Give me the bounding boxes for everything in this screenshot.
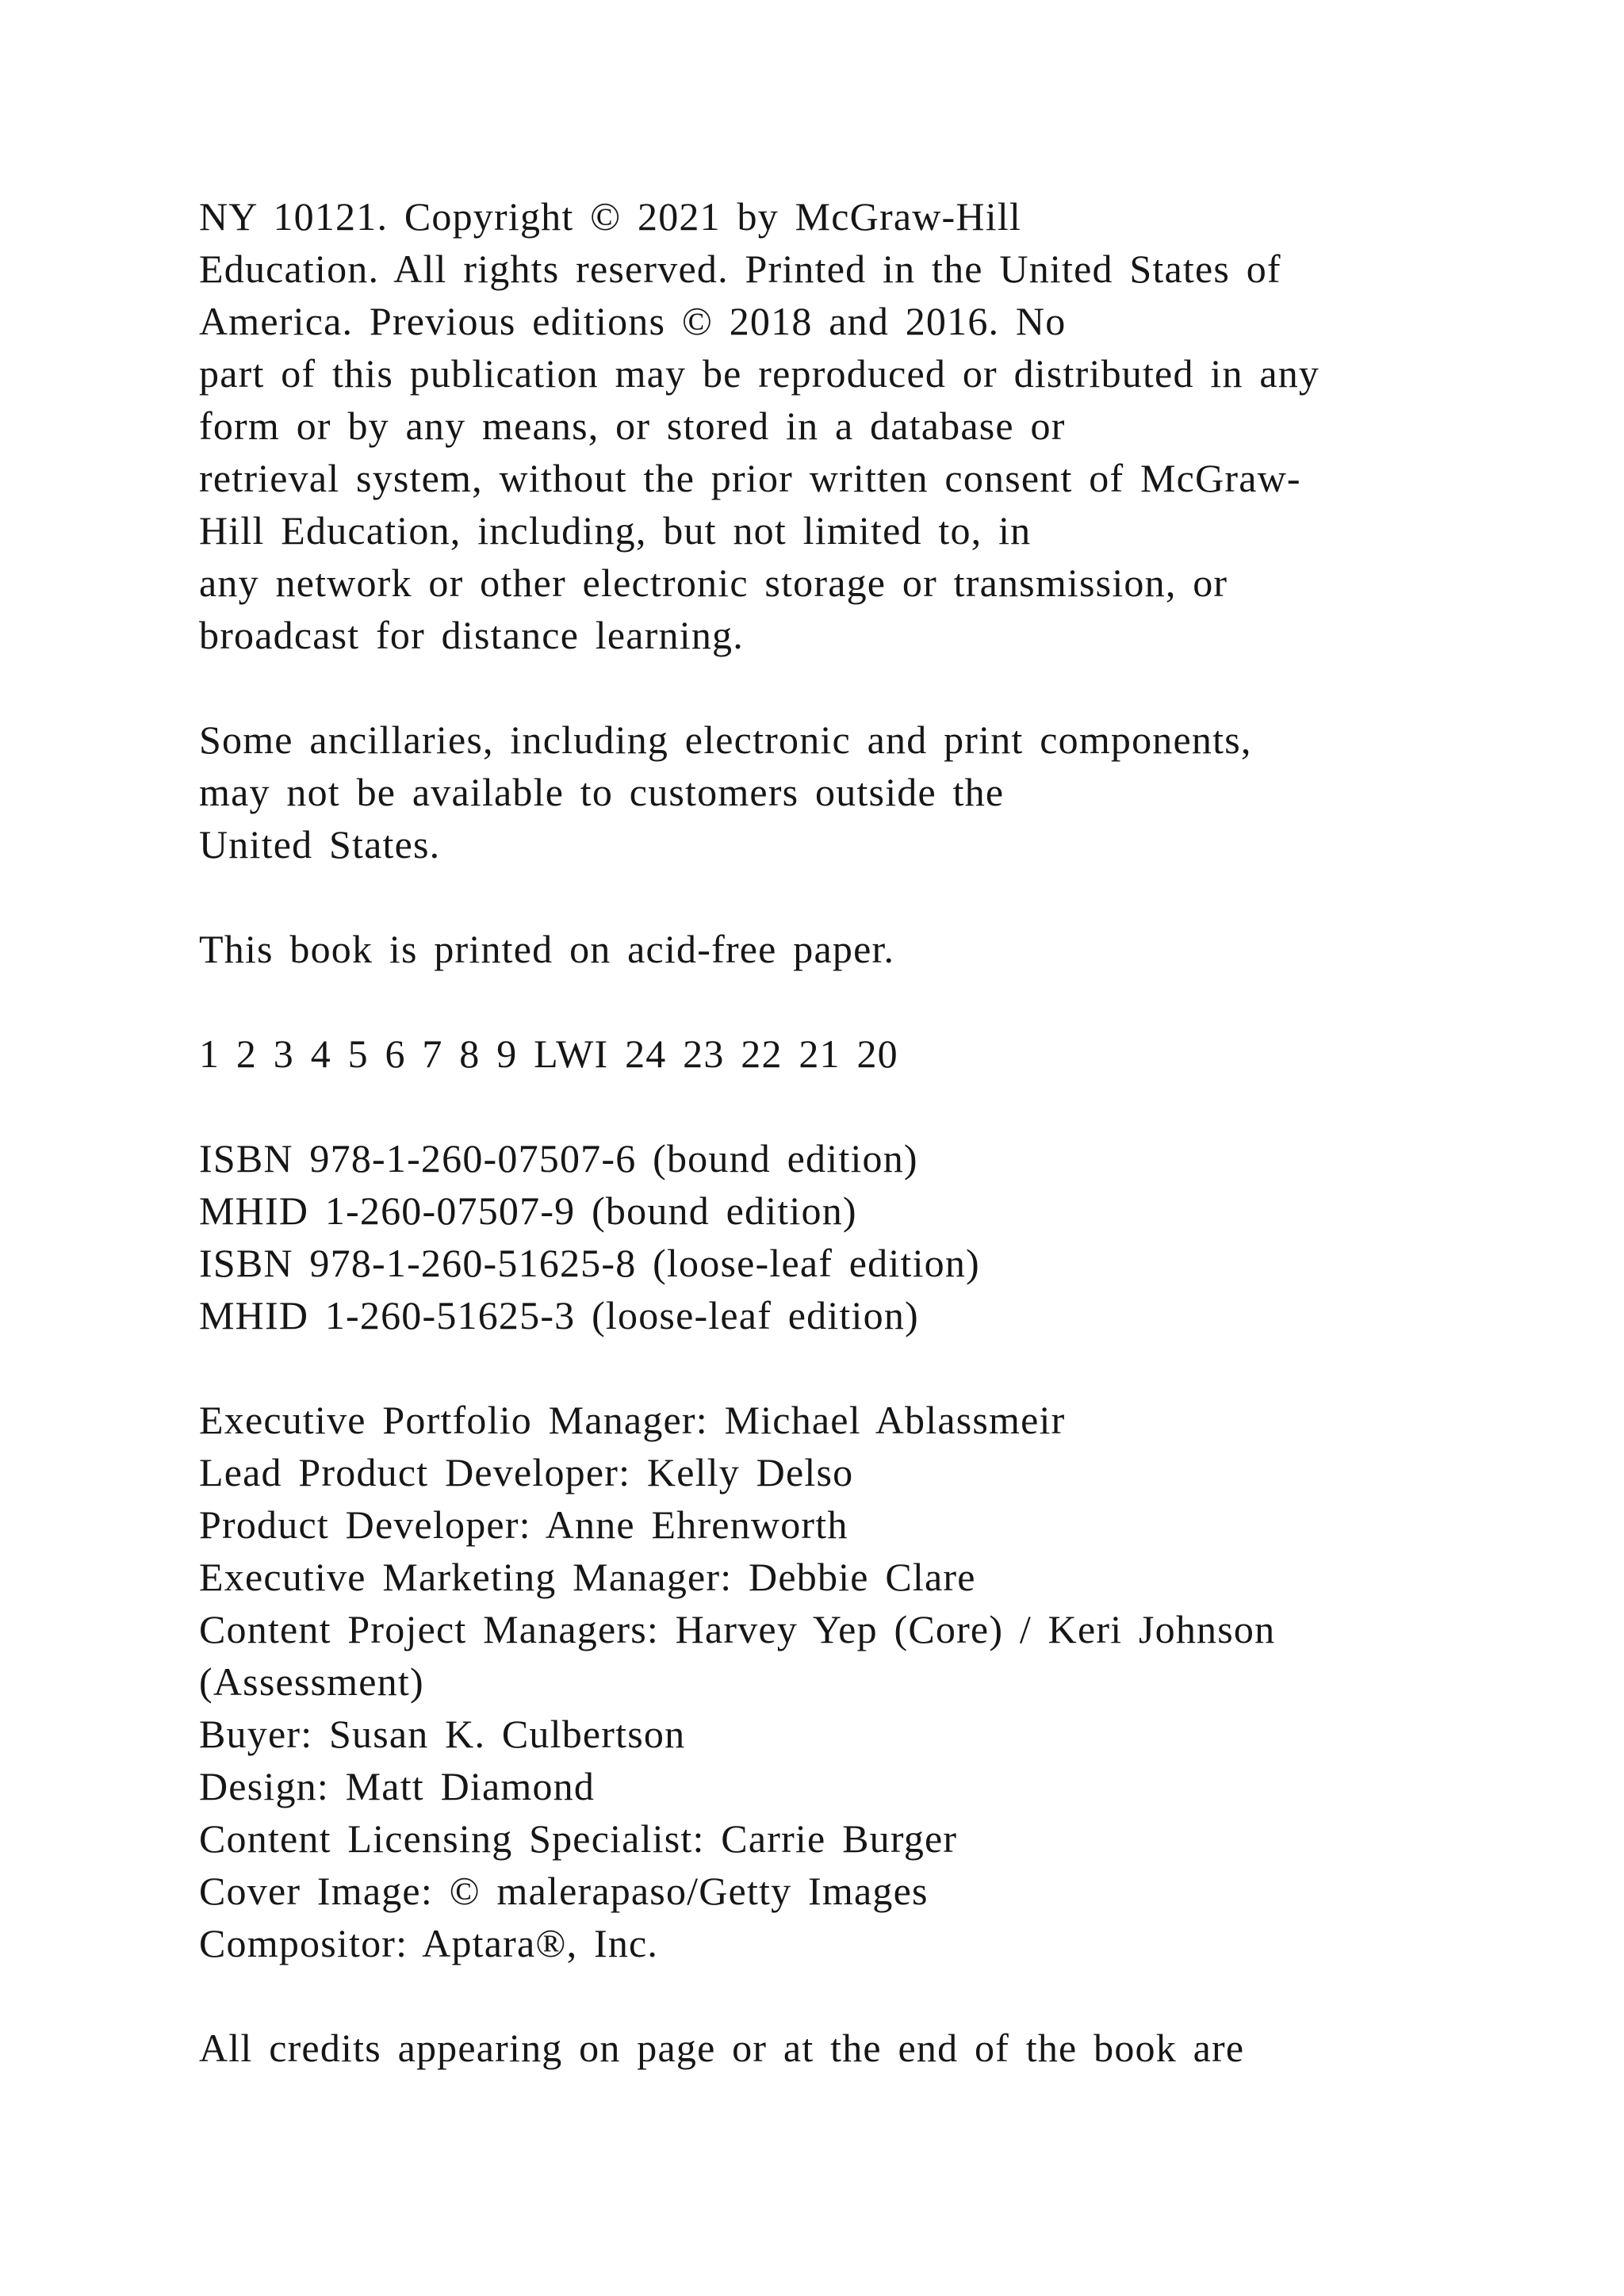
credit-line: Content Project Managers: Harvey Yep (Core) / Keri Johnson <box>199 1607 1276 1651</box>
closing-line: All credits appearing on page or at the end of the book are <box>199 2026 1245 2070</box>
paper-note-paragraph <box>199 923 1468 975</box>
closing-paragraph <box>199 2022 1468 2074</box>
text-line: form or by any means, or stored in a database or <box>199 404 1066 448</box>
isbn-line: ISBN 978-1-260-07507-6 (bound edition) <box>199 1136 918 1181</box>
text-line: America. Previous editions © 2018 and 2016. No <box>199 299 1067 343</box>
text-line: Hill Education, including, but not limited to, in <box>199 508 1032 553</box>
ancillaries-paragraph <box>199 714 1468 871</box>
credit-line: Executive Marketing Manager: Debbie Clare <box>199 1555 976 1599</box>
isbn-line: ISBN 978-1-260-51625-8 (loose-leaf edition) <box>199 1241 980 1285</box>
text-line: NY 10121. Copyright © 2021 by McGraw-Hill <box>199 194 1021 239</box>
text-line: Some ancillaries, including electronic and print components, <box>199 718 1252 762</box>
mhid-line: MHID 1-260-07507-9 (bound edition) <box>199 1188 857 1233</box>
copyright-paragraph <box>199 190 1468 661</box>
mhid-line: MHID 1-260-51625-3 (loose-leaf edition) <box>199 1293 919 1337</box>
credit-line: Lead Product Developer: Kelly Delso <box>199 1450 854 1494</box>
credits-block <box>199 1394 1468 1969</box>
text-line: may not be available to customers outside the <box>199 770 1005 814</box>
paper-note: This book is printed on acid-free paper. <box>199 927 895 971</box>
credit-line: Compositor: Aptara®, Inc. <box>199 1921 659 1965</box>
print-line: 1 2 3 4 5 6 7 8 9 LWI 24 23 22 21 20 <box>199 1031 898 1076</box>
credit-line: Product Developer: Anne Ehrenworth <box>199 1502 848 1547</box>
identifiers-block <box>199 1132 1468 1341</box>
text-line: part of this publication may be reproduced or distributed in any <box>199 351 1320 396</box>
credit-line: (Assessment) <box>199 1659 424 1704</box>
credit-line: Content Licensing Specialist: Carrie Burger <box>199 1816 958 1861</box>
copyright-page-text <box>199 190 1468 2074</box>
credit-line: Buyer: Susan K. Culbertson <box>199 1712 686 1756</box>
text-line: Education. All rights reserved. Printed in the United States of <box>199 247 1281 291</box>
print-line-paragraph <box>199 1027 1468 1080</box>
text-line: United States. <box>199 822 441 867</box>
credit-line: Design: Matt Diamond <box>199 1764 596 1808</box>
text-line: broadcast for distance learning. <box>199 613 744 657</box>
credit-line: Cover Image: © malerapaso/Getty Images <box>199 1869 929 1913</box>
text-line: any network or other electronic storage or transmission, or <box>199 561 1228 605</box>
text-line: retrieval system, without the prior written consent of McGraw- <box>199 456 1301 500</box>
credit-line: Executive Portfolio Manager: Michael Ablassmeir <box>199 1398 1066 1442</box>
